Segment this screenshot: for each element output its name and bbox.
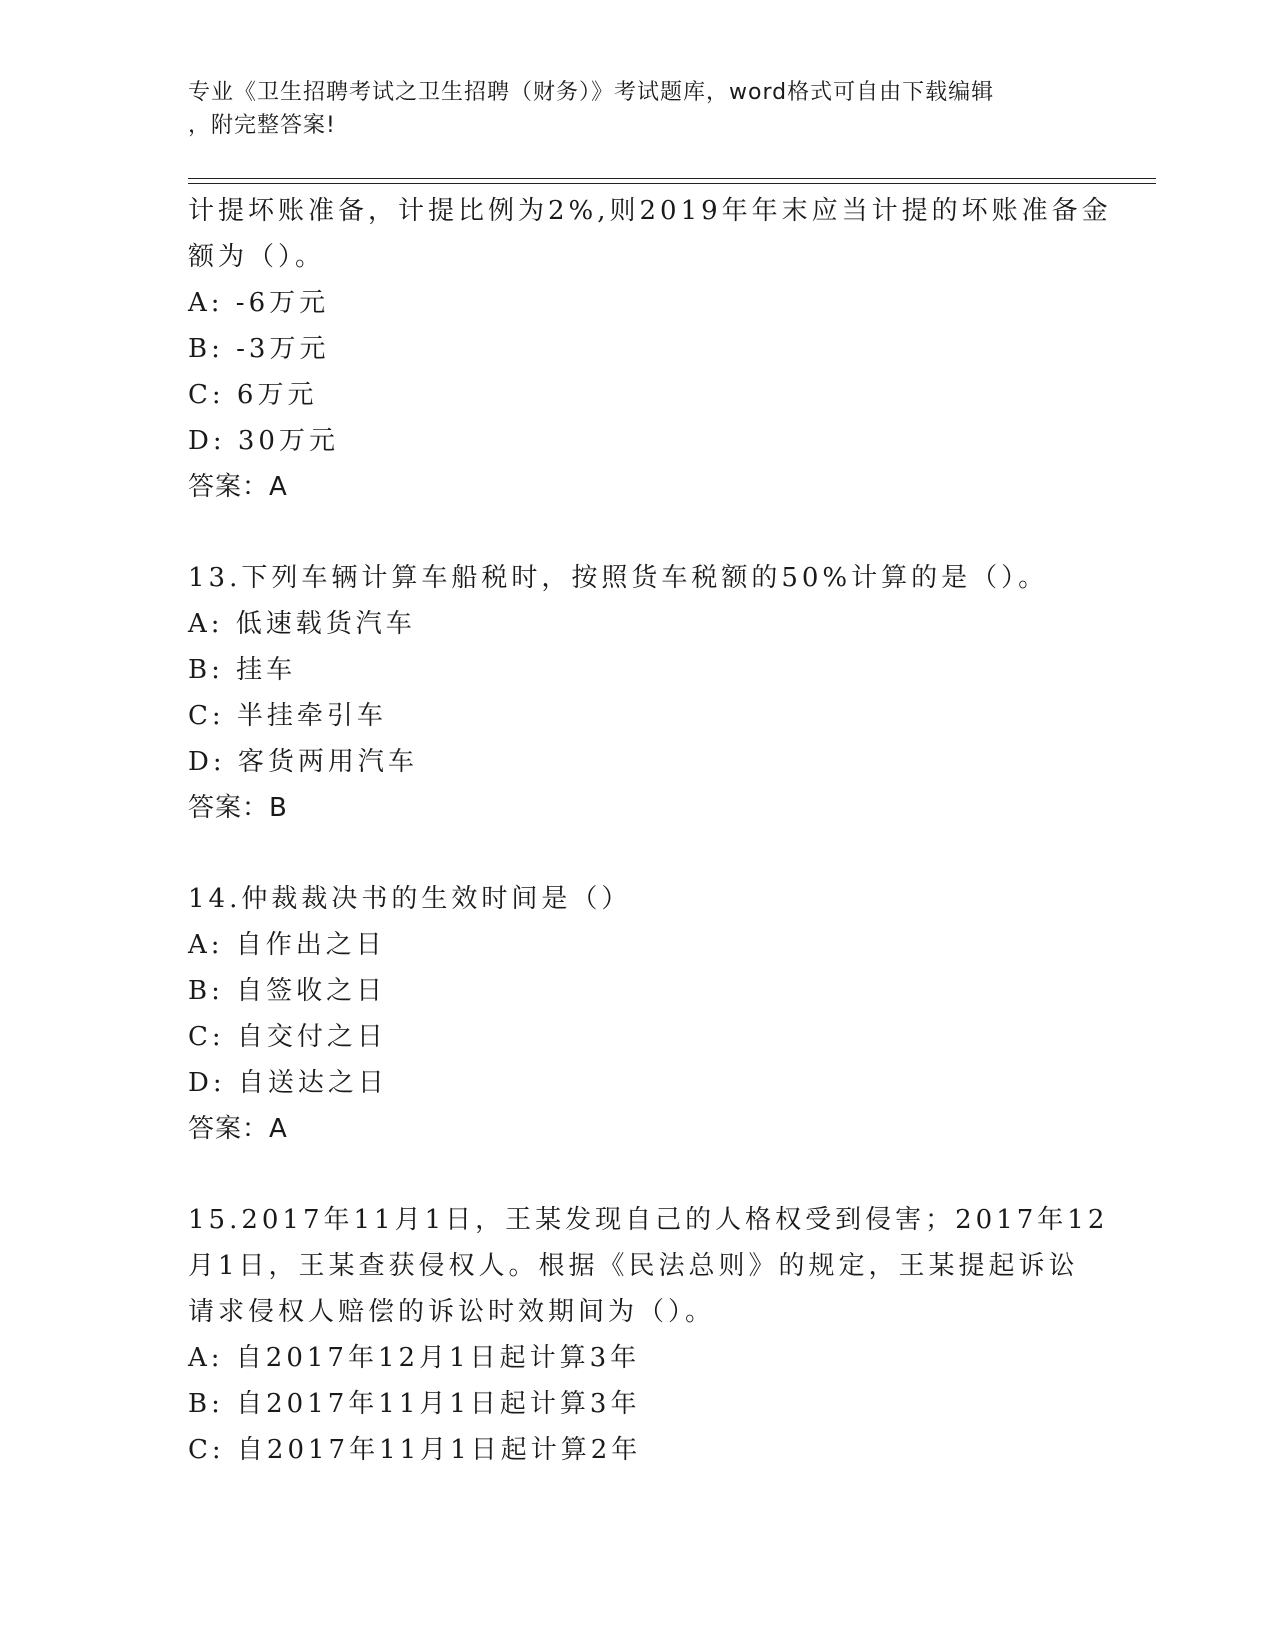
question-14 — [188, 876, 1088, 1152]
option-a: A: -6万元 — [188, 288, 330, 318]
spacer — [188, 831, 1088, 876]
option-b: B: -3万元 — [188, 334, 330, 364]
header-title-line: 专业《卫生招聘考试之卫生招聘（财务）》考试题库，word格式可自由下载编辑 — [188, 80, 995, 105]
answer-label: 答案：A — [188, 1114, 288, 1144]
question-list — [188, 188, 1112, 1473]
question-stem: 13.下列车辆计算车船税时，按照货车税额的50%计算的是（）。 — [188, 563, 1049, 593]
option-c: C: 自2017年11月1日起计算2年 — [188, 1435, 642, 1465]
option-d: D: 自送达之日 — [188, 1068, 388, 1098]
question-12 — [188, 188, 1112, 510]
question-stem: 月1日，王某查获侵权人。根据《民法总则》的规定，王某提起诉讼 — [188, 1251, 1079, 1281]
option-c: C: 自交付之日 — [188, 1022, 387, 1052]
answer-label: 答案：A — [188, 472, 288, 502]
option-c: C: 6万元 — [188, 380, 318, 410]
option-c: C: 半挂牵引车 — [188, 701, 387, 731]
option-a: A: 自2017年12月1日起计算3年 — [188, 1343, 641, 1373]
option-a: A: 自作出之日 — [188, 930, 386, 960]
question-stem: 14.仲裁裁决书的生效时间是（） — [188, 884, 632, 914]
question-stem: 15.2017年11月1日，王某发现自己的人格权受到侵害；2017年12 — [188, 1205, 1109, 1235]
question-15 — [188, 1197, 1109, 1473]
option-b: B: 挂车 — [188, 655, 297, 685]
question-stem: 额为（）。 — [188, 242, 326, 272]
header-divider-top — [188, 178, 1156, 179]
spacer — [188, 1152, 1088, 1197]
document-header — [188, 76, 1068, 142]
question-13 — [188, 555, 1088, 831]
option-d: D: 客货两用汽车 — [188, 747, 418, 777]
header-subtitle-line: ，附完整答案! — [188, 113, 336, 138]
question-stem: 计提坏账准备，计提比例为2%,则2019年年末应当计提的坏账准备金 — [188, 196, 1112, 226]
option-d: D: 30万元 — [188, 426, 339, 456]
header-divider-bottom — [188, 183, 1156, 184]
answer-label: 答案：B — [188, 793, 288, 823]
option-b: B: 自签收之日 — [188, 976, 387, 1006]
question-stem: 请求侵权人赔偿的诉讼时效期间为（）。 — [188, 1297, 716, 1327]
option-b: B: 自2017年11月1日起计算3年 — [188, 1389, 641, 1419]
option-a: A: 低速载货汽车 — [188, 609, 416, 639]
spacer — [188, 510, 1088, 555]
